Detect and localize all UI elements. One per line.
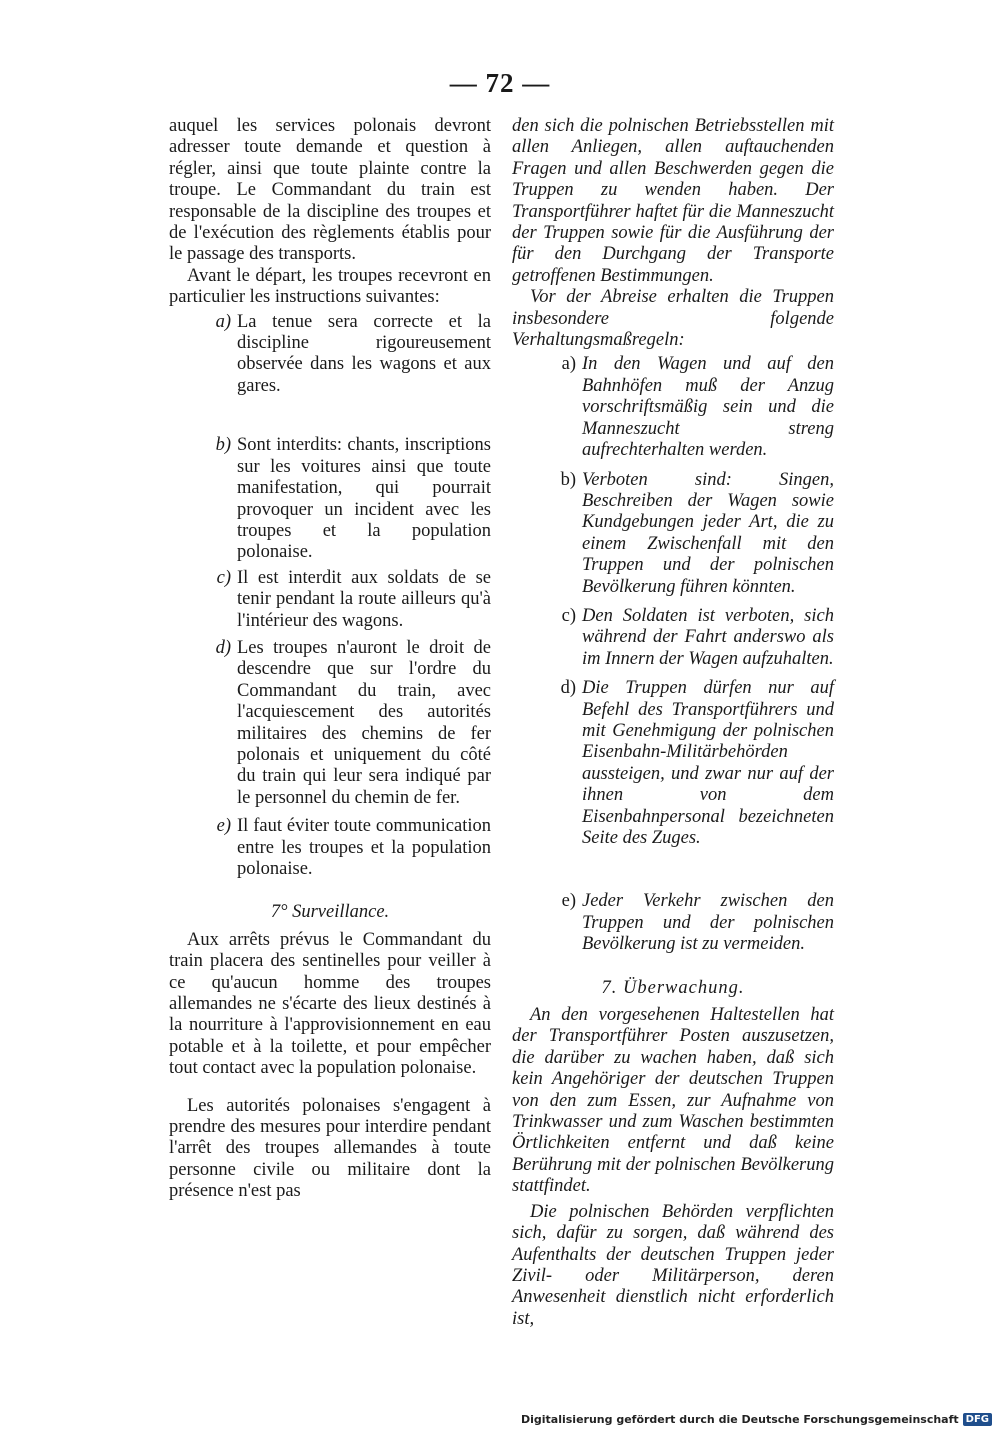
de-item-label: d) (560, 678, 576, 699)
de-item-c (512, 606, 834, 670)
de-item-text: Jeder Verkehr zwischen den Truppen und der polnischen Bevölkerung ist zu vermeiden. (582, 891, 834, 955)
fr-item-label: b) (215, 435, 231, 456)
fr-paragraph-2: Avant le départ, les troupes recevront en particulier les instructions suivantes: (169, 265, 491, 308)
de-item-d (512, 678, 834, 849)
fr-item-label: c) (216, 567, 231, 588)
de-item-label: a) (561, 354, 576, 375)
fr-item-text: Il faut éviter toute communication entre les troupes et la population polonaise. (237, 816, 491, 879)
page-number: — 72 — (449, 68, 551, 98)
de-paragraph-3: An den vorgesehenen Haltestellen hat der Transportführer Posten auszusetzen, die darüber zu wachen haben, daß sich kein Angehöriger der deutschen Truppen von den zum Essen, zur Aufnahme von Trinkwasser und zum Waschen bestimmten Örtlichkeiten entfernt und daß keine Berührung mit der polnischen Bevölkerung stattfindet. (512, 1005, 834, 1197)
fr-item-label: d) (215, 637, 231, 658)
fr-item-e (169, 816, 491, 880)
dfg-logo-icon: DFG (963, 1413, 992, 1426)
de-item-text: Verboten sind: Singen, Beschreiben der Wagen sowie Kundgebungen jeder Art, die zu einem Zwischenfall mit den Truppen und der polnischen Bevölkerung führen könnten. (582, 469, 834, 597)
fr-item-text: La tenue sera correcte et la discipline rigoureusement observée dans les wagons et aux gares. (237, 311, 491, 396)
fr-paragraph-1: auquel les services polonais devront adresser toute demande et question à régler, ainsi que toute plainte contre la troupe. Le Commandant du train est responsable de la discipline des troupes et de l'exécution des règlements établis pour le passage des transports. (169, 116, 491, 265)
de-section-heading: 7. Überwachung. (601, 977, 745, 998)
de-item-text: Die Truppen dürfen nur auf Befehl des Transportführers und mit Genehmigung der polnischen Eisenbahn-Militärbehörden aussteigen, und zwar nur auf der ihnen von dem Eisenbahnpersonal bezeichneten Seite des Zuges. (582, 678, 834, 848)
digitization-footer (521, 1413, 992, 1426)
de-item-b (512, 470, 834, 598)
fr-item-a (169, 312, 491, 398)
fr-paragraph-3: Aux arrêts prévus le Commandant du train placera des sentinelles pour veiller à ce qu'aucun homme des troupes allemandes ne s'écarte des lieux destinés à la nourriture à l'approvisionnement en eau potable et à la toilette, et pour empêcher tout contact avec la population polonaise. (169, 929, 491, 1079)
de-item-text: In den Wagen und auf den Bahnhöfen muß der Anzug vorschriftsmäßig sein und die Manneszucht streng aufrechterhalten werden. (582, 354, 834, 461)
german-column (512, 116, 834, 1330)
de-item-label: c) (561, 605, 576, 626)
de-paragraph-2: Vor der Abreise erhalten die Truppen insbesondere folgende Verhaltungsmaßregeln: (512, 287, 834, 351)
fr-section-heading: 7° Surveillance. (270, 902, 390, 923)
de-item-e (512, 891, 834, 955)
de-item-text: Den Soldaten ist verboten, sich während der Fahrt anderswo als im Innern der Wagen aufzuhalten. (582, 605, 834, 669)
de-item-label: b) (560, 469, 576, 490)
de-item-label: e) (561, 891, 576, 912)
fr-paragraph-4: Les autorités polonaises s'engagent à prendre des mesures pour interdire pendant l'arrêt des troupes allemandes à toute personne civile ou militaire dont la présence n'est pas (169, 1095, 491, 1202)
french-column (169, 116, 491, 1203)
de-paragraph-1: den sich die polnischen Betriebsstellen mit allen Anliegen, allen auftauchenden Fragen und allen Beschwerden gegen die Truppen zu wenden haben. Der Transportführer haftet für die Manneszucht der Truppen sowie für die Ausführung der für den Durchgang der Transporte getroffenen Bestimmungen. (512, 116, 834, 286)
fr-item-label: e) (216, 816, 231, 837)
fr-item-d (169, 638, 491, 809)
fr-item-text: Les troupes n'auront le droit de descendre que sur l'ordre du Commandant du train, avec l'acquiescement des autorités militaires des chemins de fer polonais et uniquement du côté du train qui leur sera indiqué par le personnel du chemin de fer. (237, 637, 491, 808)
de-paragraph-4: Die polnischen Behörden verpflichten sich, dafür zu sorgen, daß während des Aufenthalts der deutschen Truppen jeder Zivil- oder Militärperson, deren Anwesenheit dienstlich nicht erforderlich ist, (512, 1201, 834, 1329)
de-item-a (512, 354, 834, 461)
fr-item-text: Sont interdits: chants, inscriptions sur les voitures ainsi que toute manifestation, qui pourrait provoquer un incident avec les troupes et la population polonaise. (237, 435, 491, 563)
fr-item-label: a) (215, 311, 231, 332)
footer-text: Digitalisierung gefördert durch die Deutsche Forschungsgemeinschaft (520, 1413, 959, 1426)
fr-item-c (169, 568, 491, 632)
fr-item-text: Il est interdit aux soldats de se tenir pendant la route ailleurs qu'à l'intérieur des wagons. (237, 567, 491, 631)
fr-item-b (169, 435, 491, 563)
